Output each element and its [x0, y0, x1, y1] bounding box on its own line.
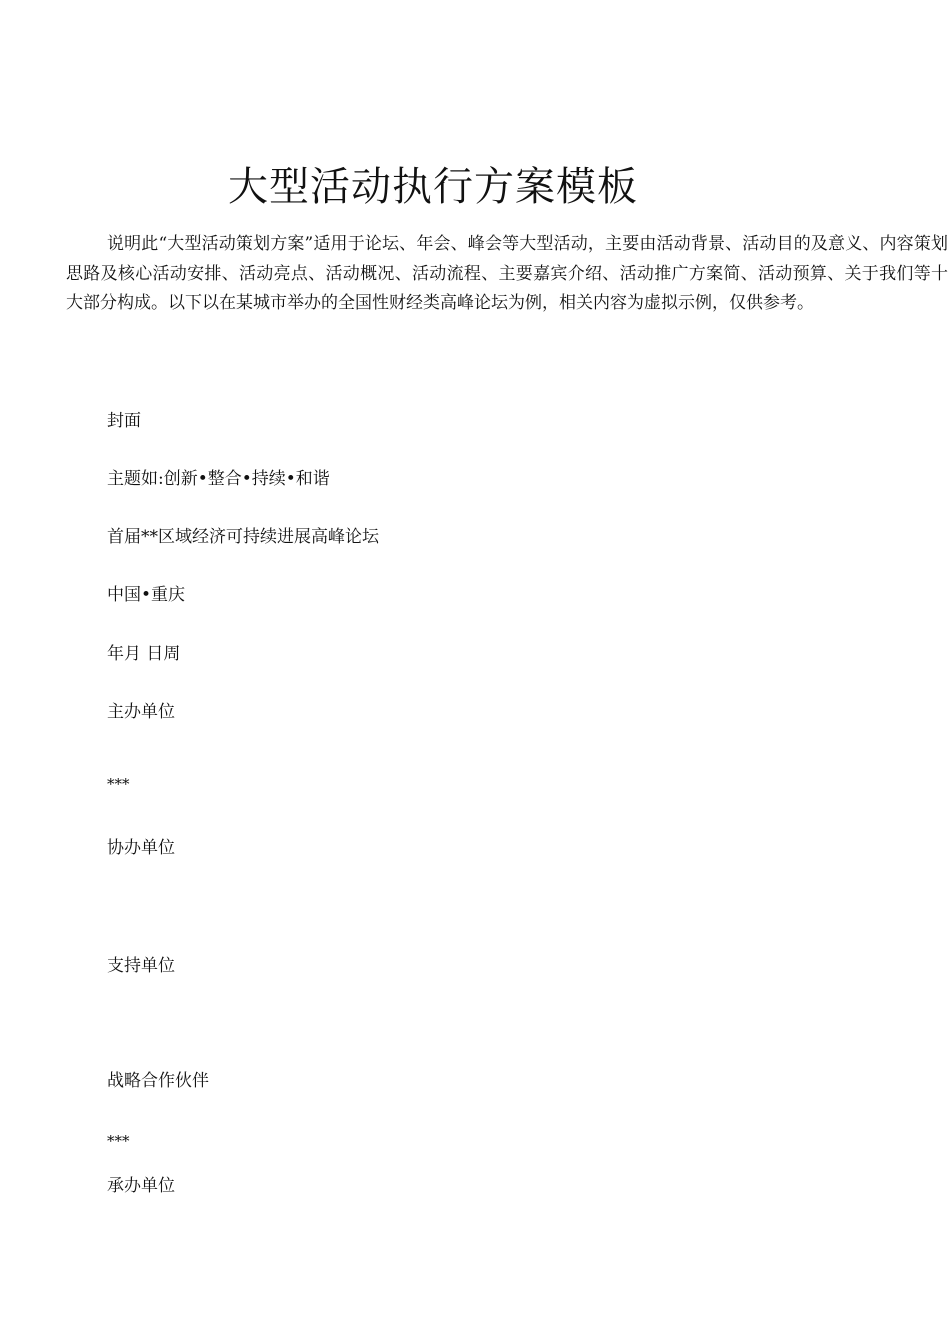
- host-value: ***: [107, 775, 130, 793]
- cover-label: 封面: [107, 411, 141, 431]
- forum-name: 首届**区域经济可持续进展高峰论坛: [107, 527, 379, 547]
- organizer-label: 承办单位: [107, 1176, 175, 1196]
- host-label: 主办单位: [107, 702, 175, 722]
- theme-line: 主题如:创新•整合•持续•和谐: [107, 469, 330, 489]
- partner-label: 战略合作伙伴: [107, 1071, 209, 1091]
- location-line: 中国•重庆: [107, 585, 186, 605]
- date-line: 年月 日周: [107, 644, 181, 664]
- intro-paragraph: 说明此“大型活动策划方案”适用于论坛、年会、峰会等大型活动，主要由活动背景、活动目的及意义、内容策划思路及核心活动安排、活动亮点、活动概况、活动流程、主要嘉宾介绍、活动推广方案简、活动预算、关于我们等十大部分构成。以下以在某城市举办的全国性财经类高峰论坛为例，相关内容为虚拟示例，仅供参考。: [66, 234, 948, 313]
- support-label: 支持单位: [107, 956, 175, 976]
- co-host-label: 协办单位: [107, 838, 175, 858]
- partner-value: ***: [107, 1132, 130, 1150]
- document-title: 大型活动执行方案模板: [228, 163, 638, 210]
